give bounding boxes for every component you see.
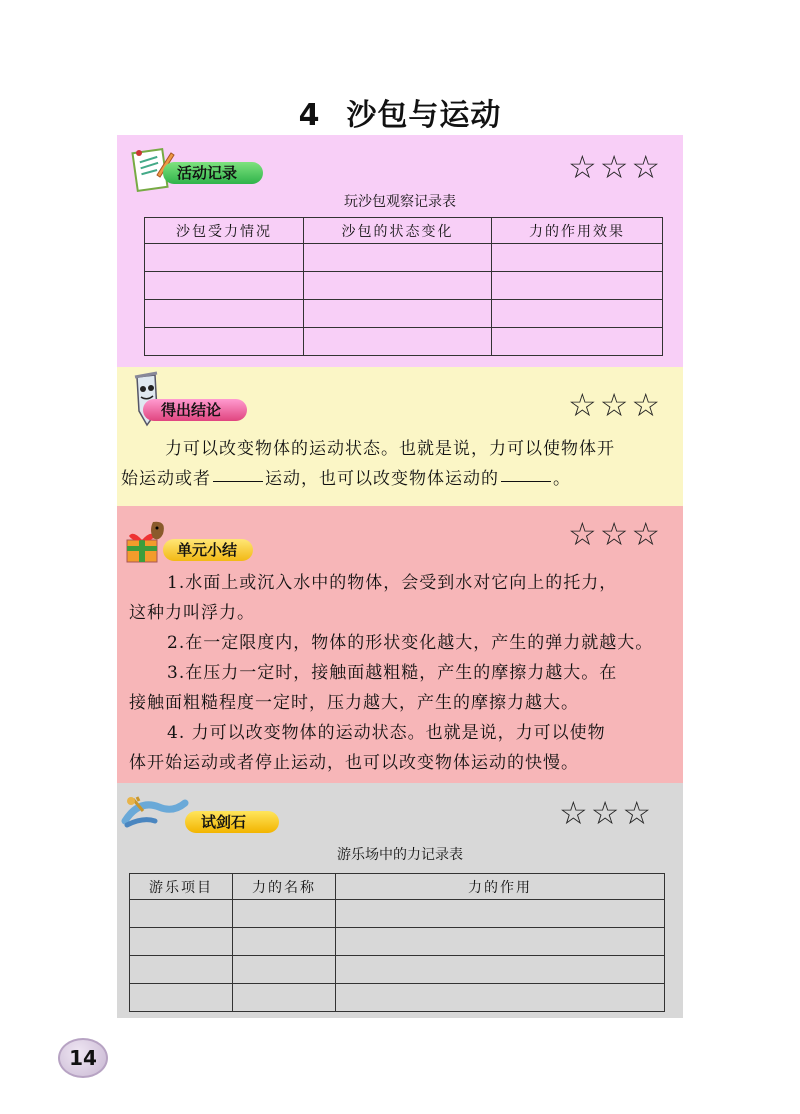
activity-table-title: 玩沙包观察记录表 xyxy=(344,194,456,210)
table-header-cell: 力的作用效果 xyxy=(492,218,663,244)
table-cell[interactable] xyxy=(233,900,336,928)
table-cell[interactable] xyxy=(130,900,233,928)
conclusion-line-2-middle: 运动，也可以改变物体运动的 xyxy=(265,469,499,489)
table-row xyxy=(145,300,663,328)
table-cell[interactable] xyxy=(145,272,304,300)
table-header-cell: 力的名称 xyxy=(233,874,336,900)
table-row xyxy=(130,900,665,928)
summary-point-1-line-1: 1.水面上或沉入水中的物体，会受到水对它向上的托力， xyxy=(167,573,618,593)
practice-table-title: 游乐场中的力记录表 xyxy=(337,847,463,863)
conclusion-line-2 xyxy=(121,464,681,494)
summary-rating-stars: ☆☆☆ xyxy=(568,515,664,553)
conclusion-line-2-start: 始运动或者 xyxy=(121,469,211,489)
table-cell[interactable] xyxy=(145,328,304,356)
summary-point-1-line-2: 这种力叫浮力。 xyxy=(129,603,255,623)
lesson-title-text: 沙包与运动 xyxy=(346,98,502,133)
activity-label: 活动记录 xyxy=(163,162,263,184)
table-cell[interactable] xyxy=(492,244,663,272)
summary-point-3-line-1: 3.在压力一定时，接触面越粗糙，产生的摩擦力越大。在 xyxy=(167,663,618,683)
summary-point-3-line-2: 接触面粗糙程度一定时，压力越大，产生的摩擦力越大。 xyxy=(129,693,579,713)
conclusion-text xyxy=(121,434,681,494)
table-cell[interactable] xyxy=(145,244,304,272)
table-row xyxy=(145,244,663,272)
table-row xyxy=(130,984,665,1012)
table-cell[interactable] xyxy=(336,956,665,984)
conclusion-rating-stars: ☆☆☆ xyxy=(568,386,664,424)
conclusion-line-2-end: 。 xyxy=(553,469,571,489)
conclusion-line-1: 力可以改变物体的运动状态。也就是说，力可以使物体开 xyxy=(165,439,615,459)
table-cell[interactable] xyxy=(304,244,492,272)
table-cell[interactable] xyxy=(336,900,665,928)
practice-rating-stars: ☆☆☆ xyxy=(559,794,655,832)
summary-point-2: 2.在一定限度内，物体的形状变化越大，产生的弹力就越大。 xyxy=(167,633,654,653)
table-cell[interactable] xyxy=(145,300,304,328)
sword-stone-icon xyxy=(119,791,191,835)
table-header-cell: 沙包的状态变化 xyxy=(304,218,492,244)
table-header-cell: 沙包受力情况 xyxy=(145,218,304,244)
fill-in-blank[interactable] xyxy=(501,480,551,482)
lesson-number: 4 xyxy=(298,98,321,133)
practice-label: 试剑石 xyxy=(185,811,279,833)
summary-section xyxy=(117,506,683,783)
summary-point-4-line-2: 体开始运动或者停止运动，也可以改变物体运动的快慢。 xyxy=(129,753,579,773)
table-cell[interactable] xyxy=(233,928,336,956)
table-header-row xyxy=(145,218,663,244)
table-cell[interactable] xyxy=(304,328,492,356)
conclusion-label: 得出结论 xyxy=(143,399,247,421)
table-cell[interactable] xyxy=(130,984,233,1012)
table-cell[interactable] xyxy=(336,928,665,956)
table-cell[interactable] xyxy=(233,956,336,984)
activity-rating-stars: ☆☆☆ xyxy=(568,148,664,186)
lesson-title xyxy=(0,90,800,134)
table-cell[interactable] xyxy=(130,928,233,956)
practice-section xyxy=(117,783,683,1018)
summary-label: 单元小结 xyxy=(163,539,253,561)
table-cell[interactable] xyxy=(492,328,663,356)
table-row xyxy=(130,956,665,984)
gift-squirrel-icon xyxy=(123,516,169,564)
table-row xyxy=(145,272,663,300)
table-cell[interactable] xyxy=(233,984,336,1012)
table-cell[interactable] xyxy=(304,272,492,300)
table-header-row xyxy=(130,874,665,900)
summary-text xyxy=(129,568,681,778)
table-cell[interactable] xyxy=(336,984,665,1012)
practice-record-table xyxy=(129,873,665,1012)
table-cell[interactable] xyxy=(492,300,663,328)
fill-in-blank[interactable] xyxy=(213,480,263,482)
activity-section xyxy=(117,135,683,367)
table-header-cell: 游乐项目 xyxy=(130,874,233,900)
table-row xyxy=(130,928,665,956)
page-number: 14 xyxy=(58,1038,108,1078)
table-row xyxy=(145,328,663,356)
activity-record-table xyxy=(144,217,663,356)
summary-point-4-line-1: 4. 力可以改变物体的运动状态。也就是说，力可以使物 xyxy=(167,723,606,743)
table-cell[interactable] xyxy=(130,956,233,984)
table-header-cell: 力的作用 xyxy=(336,874,665,900)
conclusion-section xyxy=(117,367,683,506)
table-cell[interactable] xyxy=(492,272,663,300)
table-cell[interactable] xyxy=(304,300,492,328)
